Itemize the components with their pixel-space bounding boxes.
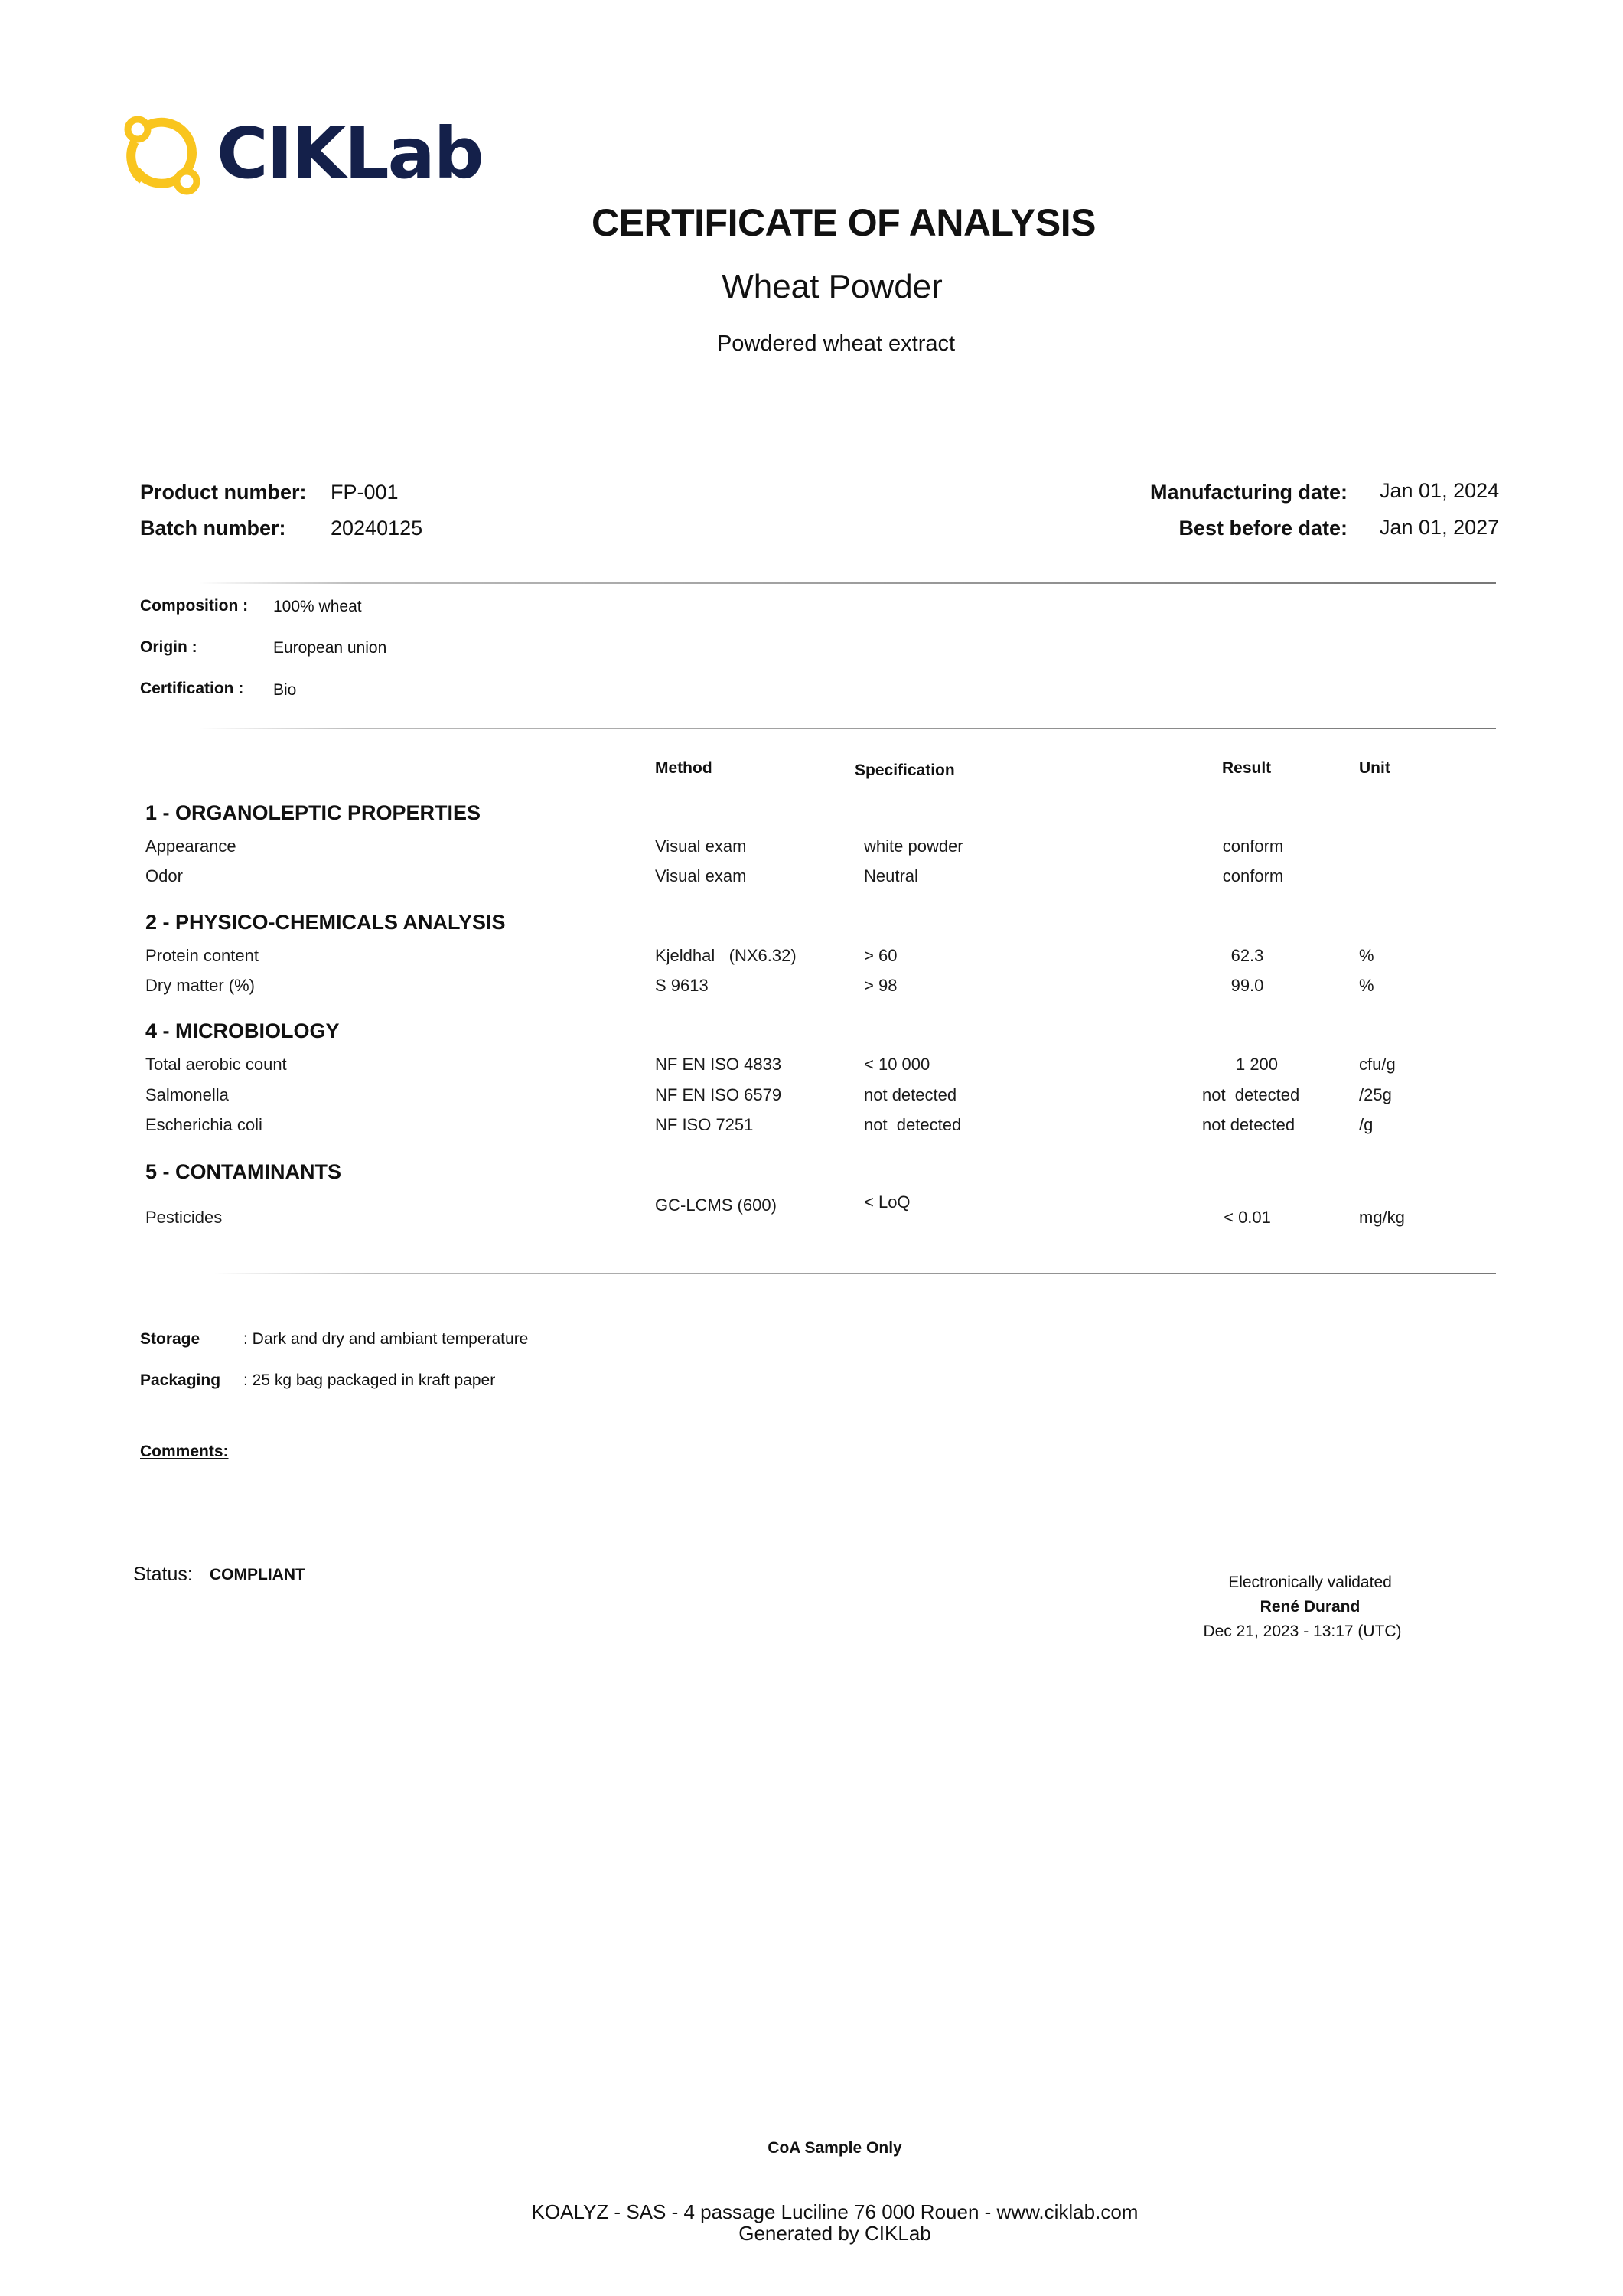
method-cell: Visual exam — [655, 837, 747, 856]
parameter-cell: Appearance — [145, 837, 236, 856]
specification-cell: white powder — [864, 837, 963, 856]
unit-cell: mg/kg — [1359, 1208, 1405, 1227]
unit-cell: % — [1359, 976, 1374, 995]
divider — [199, 582, 1496, 584]
method-cell: NF EN ISO 4833 — [655, 1055, 782, 1074]
footer-note: CoA Sample Only — [768, 2139, 902, 2157]
comments-label: Comments: — [140, 1443, 229, 1460]
specification-cell: > 60 — [864, 946, 898, 965]
section-title-physico-chemical: 2 - PHYSICO-CHEMICALS ANALYSIS — [145, 911, 506, 934]
result-cell: not detected — [1202, 1085, 1300, 1104]
packaging-label: Packaging — [140, 1371, 221, 1389]
packaging-value: : 25 kg bag packaged in kraft paper — [243, 1371, 496, 1389]
best-before-value: Jan 01, 2027 — [1380, 516, 1500, 539]
validator-name: René Durand — [1260, 1598, 1361, 1616]
section-title-contaminants: 5 - CONTAMINANTS — [145, 1160, 341, 1183]
parameter-cell: Pesticides — [145, 1208, 223, 1227]
divider — [199, 728, 1496, 729]
specification-cell: < 10 000 — [864, 1055, 930, 1074]
column-header-result: Result — [1222, 759, 1272, 777]
column-header-specification: Specification — [855, 762, 955, 779]
product-number-value: FP-001 — [331, 481, 399, 504]
section-title-organoleptic: 1 - ORGANOLEPTIC PROPERTIES — [145, 801, 481, 824]
certification-value: Bio — [273, 681, 297, 699]
validation-timestamp: Dec 21, 2023 - 13:17 (UTC) — [1203, 1623, 1402, 1640]
parameter-cell: Dry matter (%) — [145, 976, 255, 995]
result-cell: conform — [1222, 866, 1284, 885]
method-cell: S 9613 — [655, 976, 709, 995]
brand-logo — [121, 111, 483, 195]
composition-value: 100% wheat — [273, 598, 362, 615]
divider — [214, 1273, 1496, 1274]
specification-cell: not detected — [864, 1085, 957, 1104]
batch-number-label: Batch number: — [140, 517, 286, 540]
brand-name: CIKLab — [217, 113, 483, 194]
result-cell: 99.0 — [1230, 976, 1264, 995]
parameter-cell: Escherichia coli — [145, 1115, 262, 1134]
specification-cell: Neutral — [864, 866, 918, 885]
unit-cell: /25g — [1359, 1085, 1392, 1104]
specification-cell: > 98 — [864, 976, 898, 995]
section-title-microbiology: 4 - MICROBIOLOGY — [145, 1019, 340, 1042]
storage-value: : Dark and dry and ambiant temperature — [243, 1330, 529, 1348]
footer-generated-by: Generated by CIKLab — [738, 2222, 931, 2245]
method-cell: NF EN ISO 6579 — [655, 1085, 782, 1104]
result-cell: 1 200 — [1235, 1055, 1279, 1074]
column-header-unit: Unit — [1359, 759, 1390, 777]
best-before-label: Best before date: — [1178, 517, 1348, 540]
result-cell: < 0.01 — [1224, 1208, 1271, 1227]
parameter-cell: Salmonella — [145, 1085, 229, 1104]
certification-label: Certification : — [140, 680, 244, 697]
origin-value: European union — [273, 639, 387, 657]
document-title: CERTIFICATE OF ANALYSIS — [592, 201, 1096, 244]
manufacturing-date-label: Manufacturing date: — [1149, 481, 1348, 504]
parameter-cell: Protein content — [145, 946, 259, 965]
result-cell: not detected — [1202, 1115, 1295, 1134]
unit-cell: % — [1359, 946, 1374, 965]
method-cell: GC-LCMS (600) — [655, 1195, 777, 1215]
ring-with-nodes-icon — [121, 111, 205, 195]
specification-cell: < LoQ — [864, 1192, 911, 1212]
column-header-method: Method — [655, 759, 712, 777]
unit-cell: /g — [1359, 1115, 1374, 1134]
storage-label: Storage — [140, 1330, 200, 1348]
specification-cell: not detected — [864, 1115, 962, 1134]
status-label: Status: — [133, 1564, 193, 1585]
manufacturing-date-value: Jan 01, 2024 — [1380, 479, 1500, 502]
product-name: Wheat Powder — [722, 268, 943, 305]
product-number-label: Product number: — [140, 481, 307, 504]
status-badge: COMPLIANT — [210, 1566, 305, 1583]
parameter-cell: Total aerobic count — [145, 1055, 287, 1074]
validation-line: Electronically validated — [1228, 1574, 1392, 1591]
origin-label: Origin : — [140, 638, 197, 656]
result-cell: conform — [1222, 837, 1284, 856]
footer-address: KOALYZ - SAS - 4 passage Luciline 76 000 Rouen - www.ciklab.com — [531, 2200, 1139, 2223]
parameter-cell: Odor — [145, 866, 183, 885]
batch-number-value: 20240125 — [331, 517, 423, 540]
unit-cell: cfu/g — [1359, 1055, 1396, 1074]
method-cell: Kjeldhal (NX6.32) — [655, 946, 797, 965]
method-cell: Visual exam — [655, 866, 747, 885]
composition-label: Composition : — [140, 597, 249, 615]
method-cell: NF ISO 7251 — [655, 1115, 754, 1134]
product-description: Powdered wheat extract — [716, 331, 956, 356]
result-cell: 62.3 — [1230, 946, 1264, 965]
